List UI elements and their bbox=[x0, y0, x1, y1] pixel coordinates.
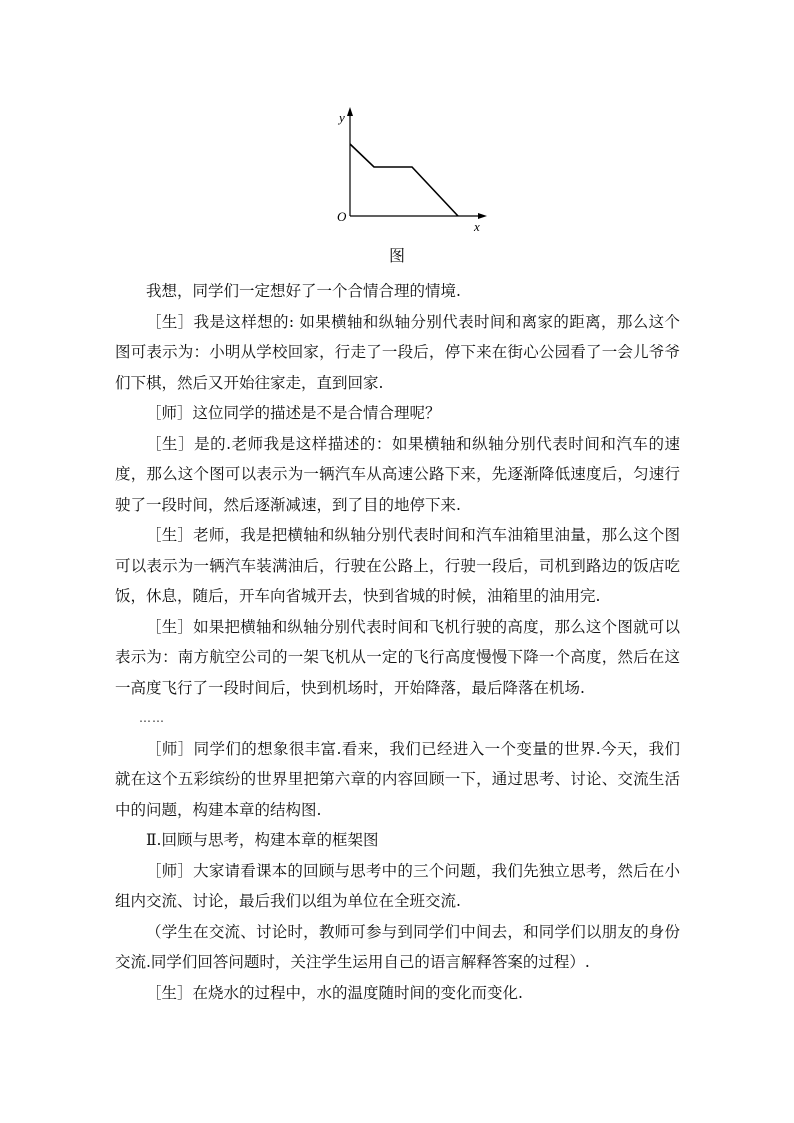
paragraph: ［生］在烧水的过程中，水的温度随时间的变化而变化. bbox=[146, 983, 523, 1002]
ellipsis: …… bbox=[139, 711, 165, 725]
graph-figure bbox=[332, 106, 492, 236]
graph-line bbox=[350, 144, 458, 216]
paragraph: 我想，同学们一定想好了一个合情合理的情境. bbox=[146, 282, 461, 300]
paragraph: ［师］同学们的想象很丰富.看来，我们已经进入一个变量的世界.今天，我们就在这个五彩缤纷的世界里把第六章的内容回顾一下，通过思考、讨论、交流生活中的问题，构建本章的结构图. bbox=[115, 739, 680, 819]
paragraph: ［师］这位同学的描述是不是合情合理呢？ bbox=[146, 404, 441, 422]
section-heading: Ⅱ.回顾与思考，构建本章的框架图 bbox=[146, 831, 379, 849]
body-text bbox=[115, 276, 680, 1008]
y-axis-arrow bbox=[347, 107, 353, 116]
y-label: y bbox=[339, 110, 345, 125]
paragraph: ［生］如果把横轴和纵轴分别代表时间和飞机行驶的高度，那么这个图就可以表示为：南方航空公司的一架飞机从一定的飞行高度慢慢下降一个高度，然后在这一高度飞行了一段时间后，快到机场时，开始降落，最后降落在机场. bbox=[115, 617, 680, 697]
paragraph: ［师］大家请看课本的回顾与思考中的三个问题，我们先独立思考，然后在小组内交流、讨论，最后我们以组为单位在全班交流. bbox=[115, 861, 680, 910]
figure-caption: 图 bbox=[388, 246, 405, 265]
paragraph: ［生］老师，我是把横轴和纵轴分别代表时间和汽车油箱里油量，那么这个图可以表示为一辆汽车装满油后，行驶在公路上，行驶一段后，司机到路边的饭店吃饭，休息，随后，开车向省城开去，快到省城的时候，油箱里的油用完. bbox=[115, 526, 680, 605]
paragraph: ［生］我是这样想的: 如果横轴和纵轴分别代表时间和离家的距离，那么这个图可表示为：小明从学校回家，行走了一段后，停下来在街心公园看了一会儿爷爷们下棋，然后又开始往家走，直到回家. bbox=[115, 312, 680, 392]
paragraph: ［生］是的.老师我是这样描述的：如果横轴和纵轴分别代表时间和汽车的速度，那么这个图可以表示为一辆汽车从高速公路下来，先逐渐降低速度后，匀速行驶了一段时间，然后逐渐减速，到了目的地停下来. bbox=[115, 434, 680, 514]
origin-label: O bbox=[337, 209, 347, 224]
x-label: x bbox=[474, 219, 480, 234]
graph-svg bbox=[332, 106, 492, 236]
paragraph: （学生在交流、讨论时，教师可参与到同学们中间去，和同学们以朋友的身份交流.同学们回答问题时，关注学生运用自己的语言解释答案的过程）. bbox=[115, 922, 680, 971]
